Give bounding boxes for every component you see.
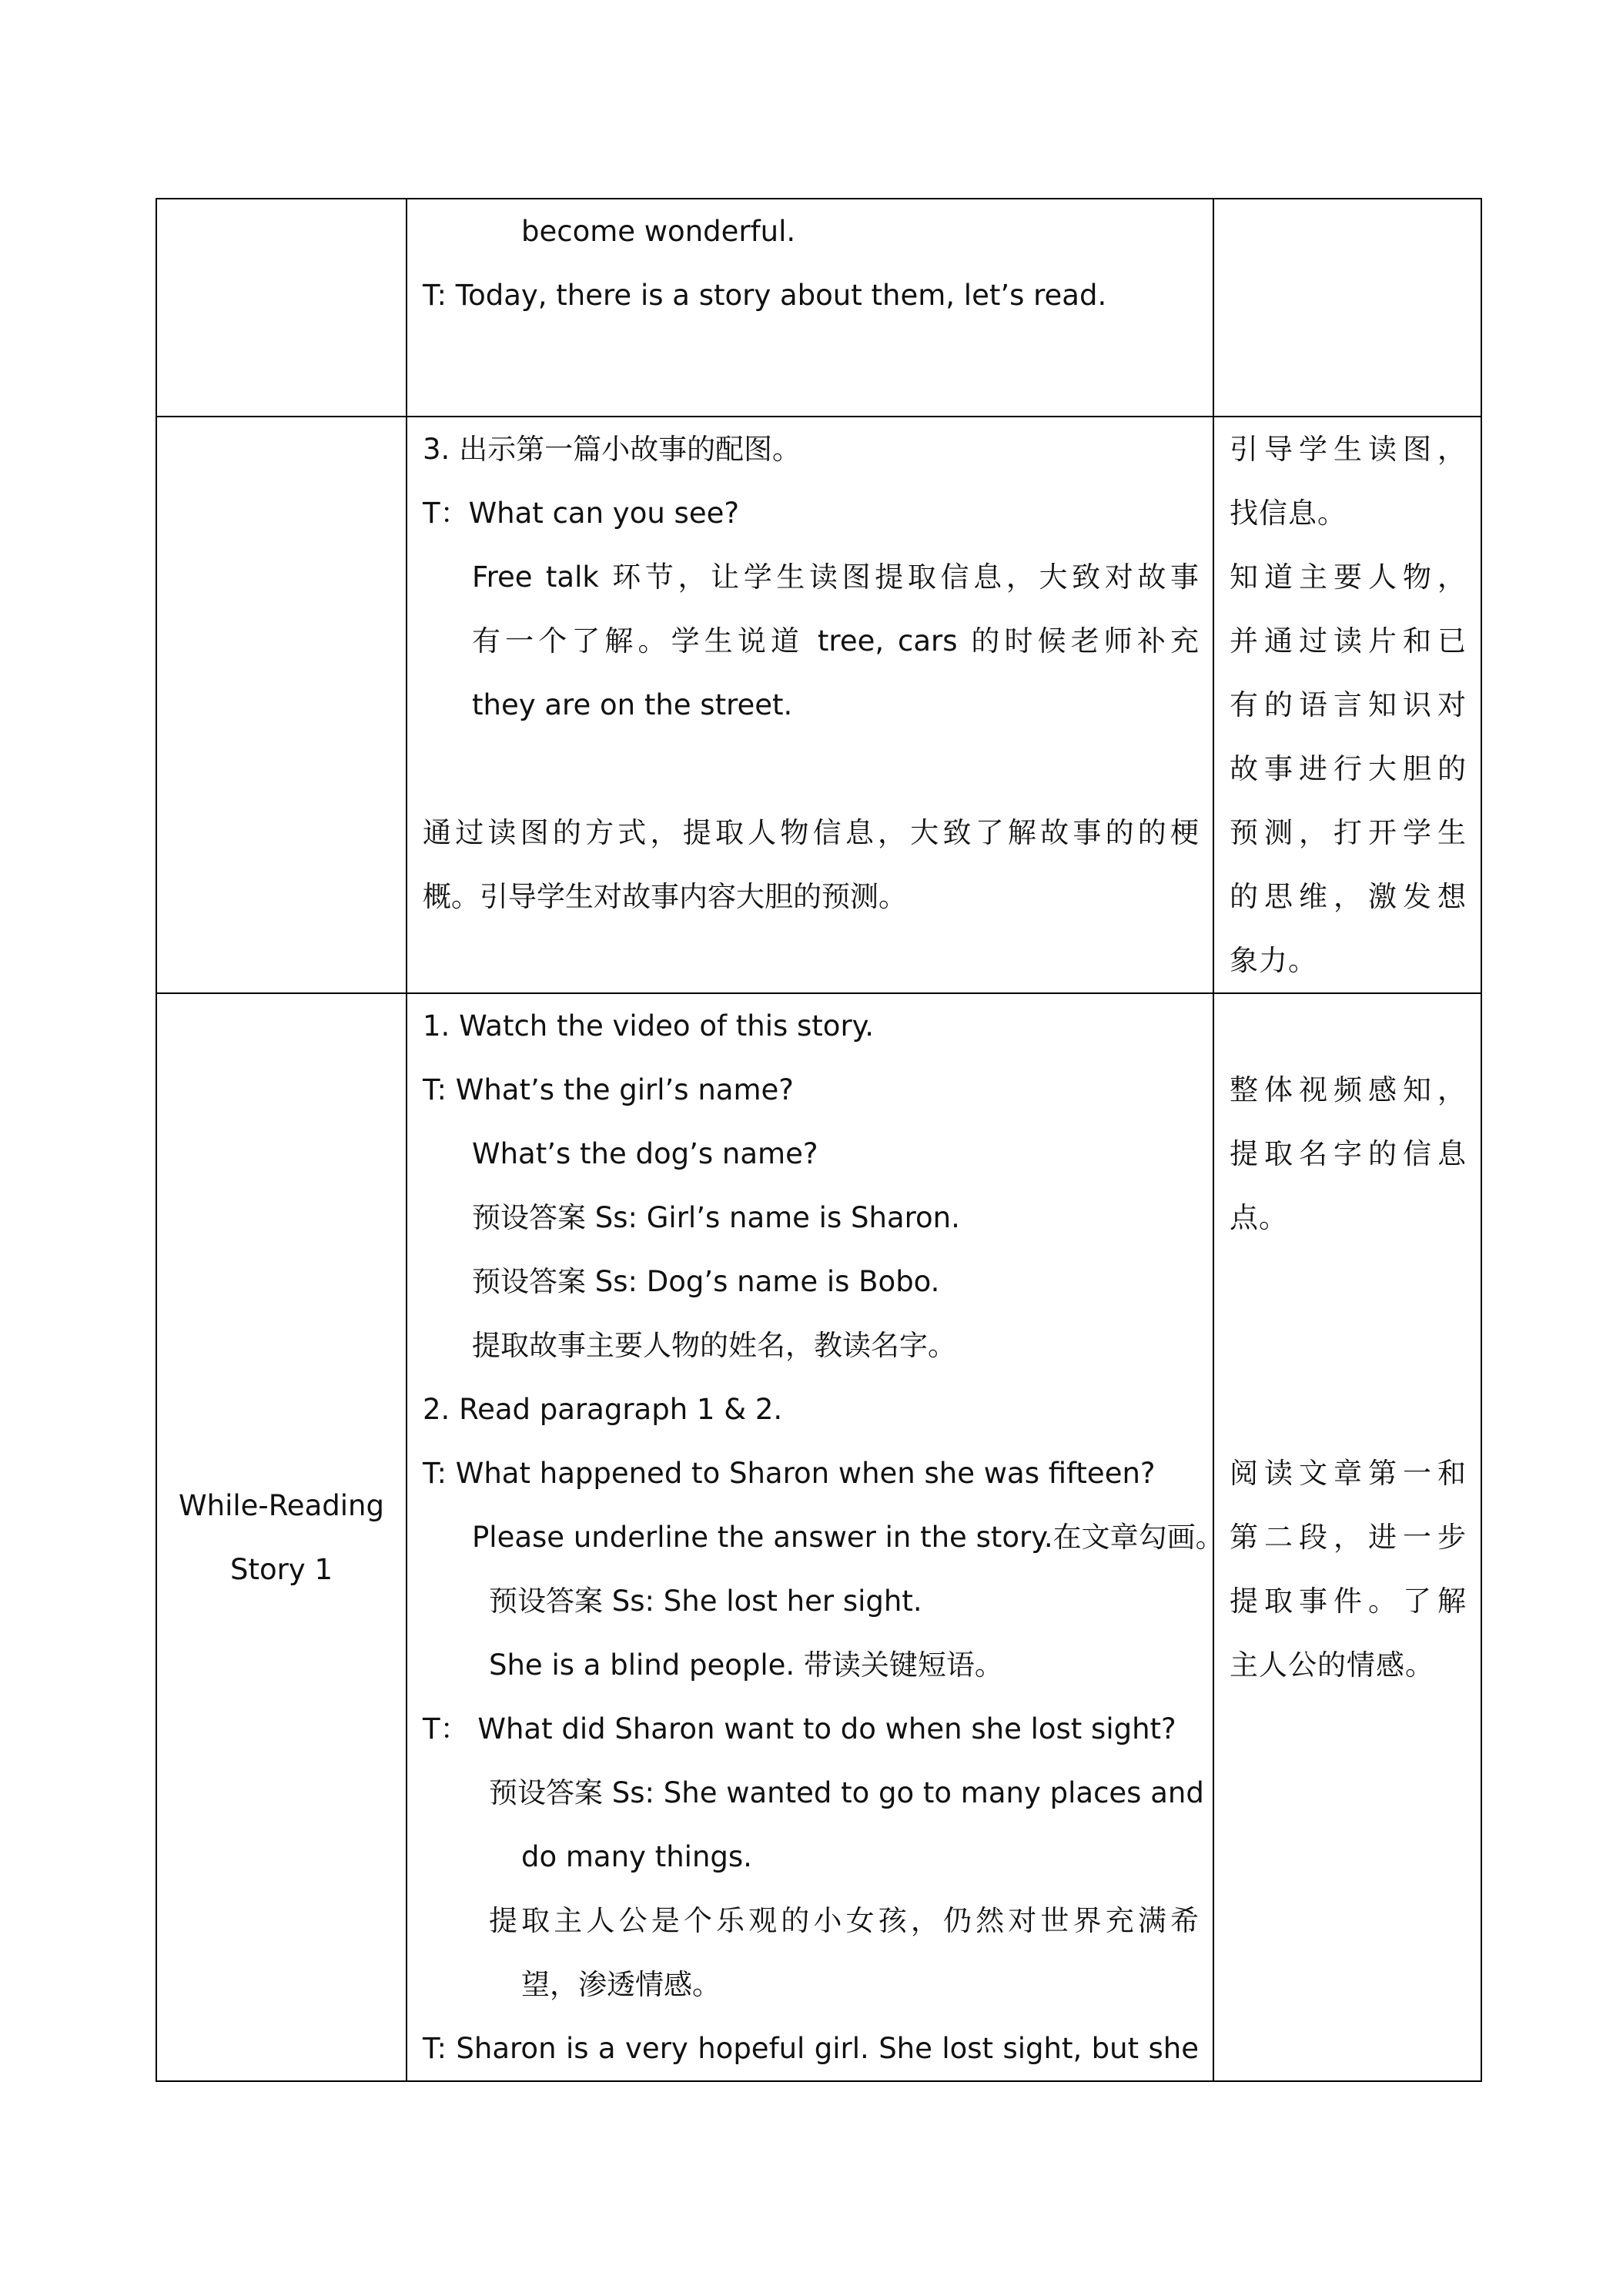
spacer	[1230, 1250, 1467, 1314]
content-line: T: Sharon is a very hopeful girl. She lost sight, but she	[423, 2032, 1199, 2065]
purpose-line: 第二段，进一步	[1230, 1521, 1467, 1554]
content-line: do many things.	[521, 1840, 752, 1873]
stage-cell	[156, 199, 407, 417]
table-row	[156, 417, 1481, 993]
purpose-line: 故事进行大胆的	[1230, 752, 1467, 785]
purpose-cell	[1213, 199, 1481, 417]
content-cell	[407, 417, 1213, 993]
content-line: T: What happened to Sharon when she was fifteen?	[423, 1457, 1156, 1490]
purpose-line: 知道主要人物，	[1230, 561, 1467, 594]
purpose-line: 有的语言知识对	[1230, 688, 1467, 721]
purpose-line: 阅读文章第一和	[1230, 1457, 1467, 1490]
purpose-line: 预测，打开学生	[1230, 816, 1467, 849]
purpose-line: 象力。	[1230, 944, 1317, 977]
content-line: 3. 出示第一篇小故事的配图。	[423, 433, 801, 466]
content-line: 通过读图的方式，提取人物信息，大致了解故事的的梗	[423, 816, 1199, 849]
stage-cell	[156, 993, 407, 2081]
content-line: 1. Watch the video of this story.	[423, 1009, 875, 1043]
stage-cell	[156, 417, 407, 993]
stage-label: Story 1	[229, 1552, 333, 1586]
content-cell	[407, 199, 1213, 417]
content-line: 2. Read paragraph 1 & 2.	[423, 1393, 783, 1426]
content-line: 望，渗透情感。	[521, 1968, 721, 2001]
content-line: 预设答案 Ss: She lost her sight.	[489, 1585, 922, 1618]
content-line: 预设答案 Ss: Dog’s name is Bobo.	[472, 1265, 940, 1298]
purpose-line: 提取名字的信息	[1230, 1137, 1467, 1170]
content-line: What’s the dog’s name?	[472, 1137, 818, 1170]
content-line: T: Today, there is a story about them, let’s read.	[423, 279, 1107, 312]
content-line: T: What’s the girl’s name?	[423, 1073, 794, 1106]
content-cell	[407, 993, 1224, 2081]
content-line: 预设答案 Ss: She wanted to go to many places and	[489, 1776, 1204, 1809]
purpose-line: 主人公的情感。	[1230, 1648, 1434, 1682]
purpose-line: 找信息。	[1230, 497, 1347, 530]
content-line: 有一个了解。学生说道 tree, cars 的时候老师补充	[472, 624, 1199, 658]
stage-label: While-Reading	[179, 1488, 384, 1522]
lesson-plan-table	[156, 198, 1482, 2082]
purpose-cell	[1213, 417, 1481, 993]
spacer	[1230, 1314, 1467, 1377]
purpose-line: 的思维，激发想	[1230, 880, 1467, 913]
content-line: Please underline the answer in the story.在文章勾画。	[472, 1521, 1224, 1554]
purpose-line: 点。	[1230, 1201, 1288, 1234]
purpose-line: 整体视频感知，	[1230, 1073, 1467, 1106]
content-line: T：What can you see?	[423, 497, 739, 530]
spacer	[423, 737, 1199, 801]
purpose-line: 提取事件。了解	[1230, 1585, 1467, 1618]
content-line: 预设答案 Ss: Girl’s name is Sharon.	[472, 1201, 960, 1234]
table-row	[156, 993, 1481, 2081]
table-row	[156, 199, 1481, 417]
spacer	[1230, 1377, 1467, 1441]
content-line: She is a blind people. 带读关键短语。	[489, 1648, 1003, 1682]
purpose-cell	[1213, 993, 1481, 2081]
content-line: Free talk 环节，让学生读图提取信息，大致对故事	[472, 561, 1199, 594]
content-line: 提取主人公是个乐观的小女孩，仍然对世界充满希	[489, 1904, 1199, 1937]
spacer	[1230, 994, 1467, 1058]
content-line: T： What did Sharon want to do when she lost sight?	[423, 1712, 1176, 1745]
content-line: 概。引导学生对故事内容大胆的预测。	[423, 880, 907, 913]
content-line: they are on the street.	[472, 688, 793, 721]
purpose-line: 并通过读片和已	[1230, 624, 1467, 658]
content-line: 提取故事主要人物的姓名，教读名字。	[472, 1329, 956, 1362]
content-line: become wonderful.	[521, 215, 796, 248]
purpose-line: 引导学生读图，	[1230, 433, 1467, 466]
